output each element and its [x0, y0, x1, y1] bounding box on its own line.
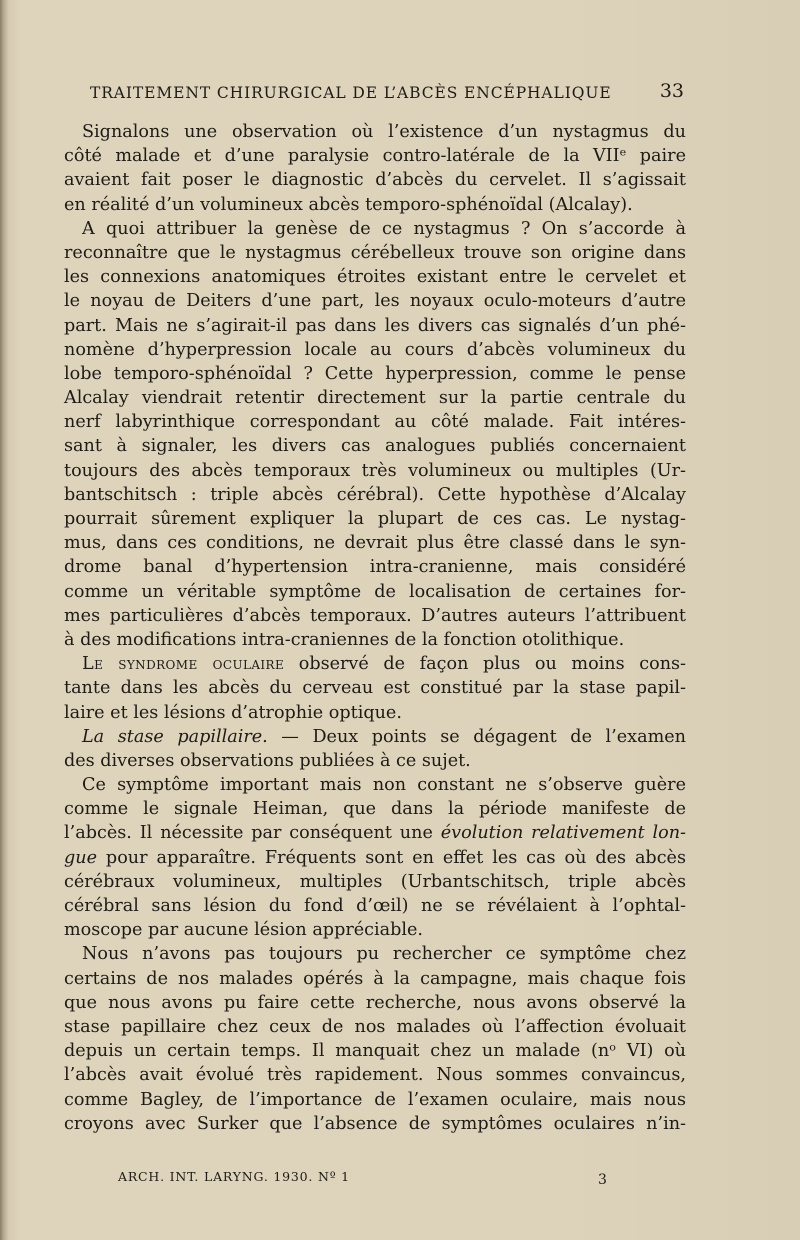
text-line: Ce symptôme important mais non constant ne s’observe guère — [82, 775, 686, 796]
text-line: laire et les lésions d’atrophie optique. — [64, 702, 402, 723]
text-line — [64, 821, 686, 845]
italic-phrase: évolution relativement lon- — [440, 823, 687, 844]
text-line: côté malade et d’une paralysie contro-latérale de la VIIᵉ paire — [64, 146, 686, 167]
text-line: mes particulières d’abcès temporaux. D’autres auteurs l’attribuent — [64, 605, 686, 626]
printer-signature: ARCH. INT. LARYNG. 1930. Nº 1 — [118, 1169, 350, 1184]
text-line: comme un véritable symptôme de localisation de certaines for- — [64, 581, 686, 602]
section-lead-smallcaps: Le syndrome oculaire — [82, 654, 285, 675]
text-line: cérébral sans lésion du fond d’œil) ne se révélaient à l’ophtal- — [64, 896, 686, 916]
text-line: mus, dans ces conditions, ne devrait plus être classé dans le syn- — [64, 533, 686, 554]
text-line: les connexions anatomiques étroites existant entre le cervelet et — [64, 267, 686, 288]
italic-phrase: gue — [64, 847, 98, 868]
text-line: des diverses observations publiées à ce sujet. — [64, 750, 471, 771]
running-head-title: TRAITEMENT CHIRURGICAL DE L’ABCÈS ENCÉPHALIQUE — [90, 84, 612, 102]
text-line — [64, 652, 686, 676]
page-number: 33 — [659, 80, 684, 102]
text-line: que nous avons pu faire cette recherche, nous avons observé la — [64, 992, 686, 1013]
text-line — [64, 846, 686, 870]
text-line: comme le signale Heiman, que dans la période manifeste de — [64, 799, 686, 820]
text-line: part. Mais ne s’agirait-il pas dans les divers cas signalés d’un phé- — [64, 315, 686, 336]
text-line: Nous n’avons pas toujours pu rechercher ce symptôme chez — [82, 944, 686, 965]
page-footer — [118, 1169, 618, 1189]
text-span: l’abcès. Il nécessite par conséquent une — [64, 823, 441, 844]
text-line: stase papillaire chez ceux de nos malades où l’affection évoluait — [64, 1016, 686, 1037]
text-line: sant à signaler, les divers cas analogues publiés concernaient — [64, 436, 686, 457]
text-line: cérébraux volumineux, multiples (Urbantschitsch, triple abcès — [64, 871, 686, 892]
text-line: en réalité d’un volumineux abcès temporo-sphénoïdal (Alcalay). — [64, 194, 633, 215]
sheet-number: 3 — [598, 1172, 608, 1188]
text-line: avaient fait poser le diagnostic d’abcès du cervelet. Il s’agissait — [64, 170, 686, 191]
text-line — [64, 725, 686, 749]
text-line: moscope par aucune lésion appréciable. — [64, 920, 424, 941]
text-line: Alcalay viendrait retentir directement sur la partie centrale du — [64, 388, 686, 409]
text-line: à des modifications intra-craniennes de la fonction otolithique. — [64, 629, 625, 650]
running-head — [90, 78, 684, 106]
text-line: drome banal d’hypertension intra-cranienne, mais considéré — [64, 557, 686, 578]
text-line: certains de nos malades opérés à la campagne, mais chaque fois — [64, 968, 686, 989]
text-line: reconnaître que le nystagmus cérébelleux trouve son origine dans — [64, 242, 686, 263]
text-line: toujours des abcès temporaux très volumineux ou multiples (Ur- — [64, 460, 686, 481]
text-line: tante dans les abcès du cerveau est constitué par la stase papil- — [64, 678, 686, 699]
text-span: pour apparaître. Fréquents sont en effet les cas où des abcès — [97, 847, 686, 868]
text-line: l’abcès avait évolué très rapidement. Nous sommes convaincus, — [64, 1065, 686, 1086]
text-line: Signalons une observation où l’existence d’un nystagmus du — [82, 122, 686, 142]
text-line: croyons avec Surker que l’absence de symptômes oculaires n’in- — [64, 1113, 686, 1134]
text-line: bantschitsch : triple abcès cérébral). Cette hypothèse d’Alcalay — [64, 484, 686, 505]
body-text — [64, 120, 686, 1136]
text-line: lobe temporo-sphénoïdal ? Cette hyperpression, comme le pense — [64, 363, 686, 384]
text-span: — Deux points se dégagent de l’examen — [267, 726, 687, 747]
text-line: le noyau de Deiters d’une part, les noyaux oculo-moteurs d’autre — [64, 291, 686, 312]
text-line: A quoi attribuer la genèse de ce nystagmus ? On s’accorde à — [82, 218, 686, 239]
text-line: nomène d’hyperpression locale au cours d’abcès volumineux du — [64, 339, 686, 360]
text-line: comme Bagley, de l’importance de l’examen oculaire, mais nous — [64, 1089, 686, 1110]
text-line: depuis un certain temps. Il manquait chez un malade (nᵒ VI) où — [64, 1041, 686, 1062]
text-span: observé de façon plus ou moins cons- — [284, 654, 686, 675]
subsection-heading-italic: La stase papillaire. — [82, 726, 268, 747]
text-line: pourrait sûrement expliquer la plupart de ces cas. Le nystag- — [64, 509, 686, 529]
text-line: nerf labyrinthique correspondant au côté malade. Fait intéres- — [64, 412, 686, 433]
